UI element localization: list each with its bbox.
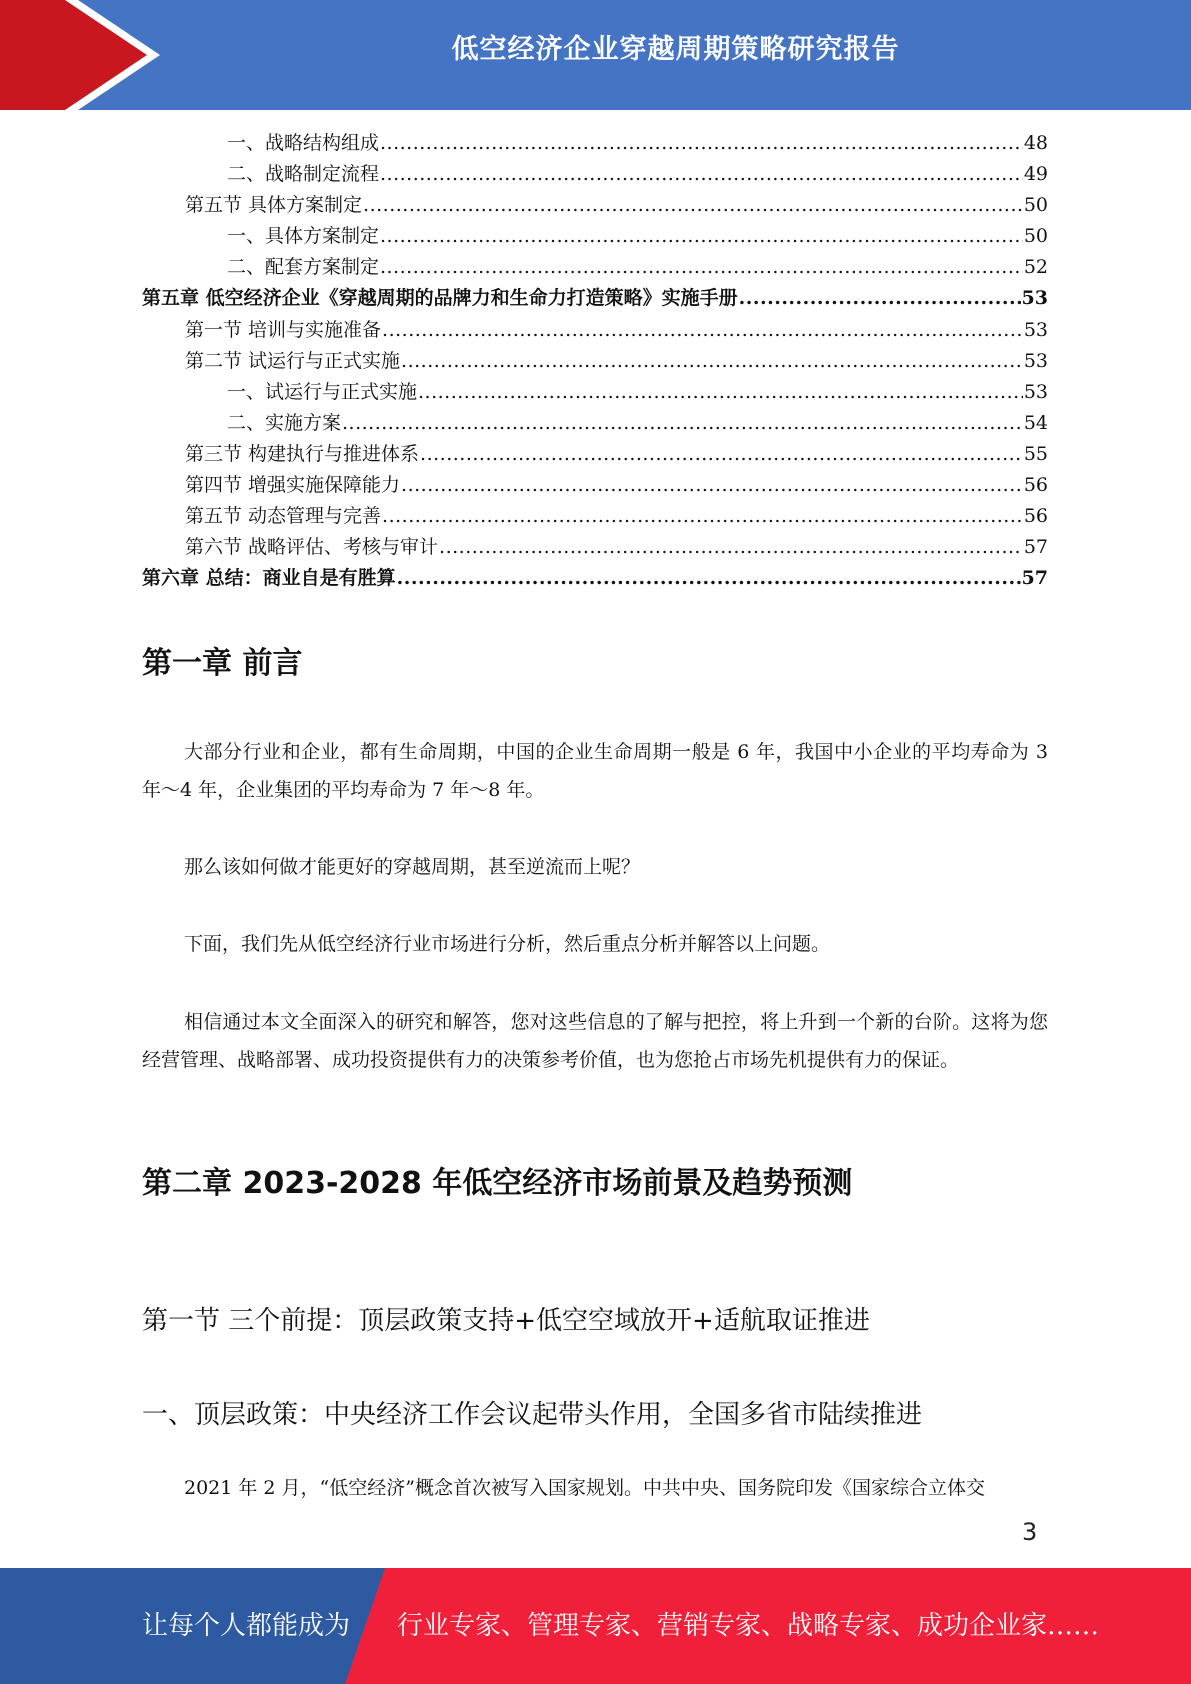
toc-leader-dots	[363, 190, 1023, 221]
toc-entry-title: 第五节 动态管理与完善	[185, 505, 382, 528]
toc-leader-dots	[380, 128, 1023, 159]
paragraph: 2021 年 2 月，“低空经济”概念首次被写入国家规划。中共中央、国务院印发《国家综合立体交	[184, 1477, 985, 1499]
chapter-1-heading: 第一章 前言	[142, 646, 303, 681]
toc-leader-dots	[380, 159, 1023, 190]
toc-entry-page: 53	[1021, 287, 1048, 310]
page-header	[0, 0, 1191, 110]
toc-entry-page: 52	[1023, 256, 1048, 279]
toc-entry-title: 二、战略制定流程	[227, 163, 380, 186]
toc-entry-page: 53	[1023, 318, 1048, 341]
toc-leader-dots	[382, 501, 1023, 532]
paragraph: 那么该如何做才能更好的穿越周期，甚至逆流而上呢？	[184, 856, 641, 878]
toc-leader-dots	[420, 439, 1023, 470]
toc-entry-page: 57	[1021, 567, 1048, 590]
footer-slogan-right: 行业专家、管理专家、营销专家、战略专家、成功企业家……	[397, 1611, 1100, 1641]
toc-entry-page: 53	[1023, 349, 1048, 372]
page-number: 3	[1022, 1518, 1038, 1546]
toc-entry[interactable]	[142, 128, 1048, 159]
toc-entry-page: 56	[1023, 505, 1048, 528]
paragraph: 大部分行业和企业，都有生命周期，中国的企业生命周期一般是 6 年，我国中小企业的平均寿命为 3 年～4 年，企业集团的平均寿命为 7 年～8 年。	[142, 741, 1048, 801]
toc-entry-page: 53	[1023, 380, 1048, 403]
toc-leader-dots	[397, 563, 1021, 594]
toc-entry[interactable]	[142, 532, 1048, 563]
footer-slogan-left: 让每个人都能成为	[142, 1611, 351, 1641]
toc-entry-title: 第六节 战略评估、考核与审计	[185, 536, 439, 559]
section-heading: 第一节 三个前提：顶层政策支持+低空空域放开+适航取证推进	[142, 1306, 870, 1336]
toc-entry-page: 50	[1023, 225, 1048, 248]
toc-entry[interactable]	[142, 252, 1048, 283]
toc-entry[interactable]	[142, 563, 1048, 594]
toc-entry-title: 第一节 培训与实施准备	[185, 318, 382, 341]
toc-entry-title: 二、配套方案制定	[227, 256, 380, 279]
toc-entry[interactable]	[142, 439, 1048, 470]
table-of-contents	[142, 128, 1048, 594]
toc-entry-title: 第五节 具体方案制定	[185, 194, 363, 217]
header-title: 低空经济企业穿越周期策略研究报告	[451, 34, 900, 65]
toc-entry-page: 54	[1023, 411, 1048, 434]
toc-entry-page: 48	[1023, 132, 1048, 154]
toc-entry[interactable]	[142, 470, 1048, 501]
toc-leader-dots	[401, 346, 1023, 377]
toc-entry-title: 第五章 低空经济企业《穿越周期的品牌力和生命力打造策略》实施手册	[142, 287, 738, 310]
toc-leader-dots	[382, 315, 1023, 346]
toc-leader-dots	[380, 252, 1023, 283]
toc-entry[interactable]	[142, 159, 1048, 190]
toc-entry[interactable]	[142, 221, 1048, 252]
toc-entry-page: 49	[1023, 163, 1048, 186]
toc-entry-title: 第四节 增强实施保障能力	[185, 474, 401, 497]
toc-entry[interactable]	[142, 408, 1048, 439]
toc-leader-dots	[342, 408, 1023, 439]
page-footer	[0, 1568, 1191, 1684]
toc-leader-dots	[418, 377, 1023, 408]
toc-entry-title: 第三节 构建执行与推进体系	[185, 442, 420, 465]
header-red-block	[0, 0, 155, 110]
toc-entry-page: 57	[1023, 536, 1048, 559]
paragraph: 相信通过本文全面深入的研究和解答，您对这些信息的了解与把控，将上升到一个新的台阶。这将为您经营管理、战略部署、成功投资提供有力的决策参考价值，也为您抢占市场先机提供有力的保证。	[142, 1011, 1048, 1071]
toc-entry[interactable]	[142, 501, 1048, 532]
toc-entry-title: 二、实施方案	[227, 411, 342, 434]
toc-leader-dots	[380, 221, 1023, 252]
toc-entry[interactable]	[142, 315, 1048, 346]
subsection-heading: 一、顶层政策：中央经济工作会议起带头作用，全国多省市陆续推进	[142, 1400, 923, 1430]
toc-leader-dots	[739, 283, 1021, 314]
paragraph: 下面，我们先从低空经济行业市场进行分析，然后重点分析并解答以上问题。	[184, 933, 831, 955]
toc-entry-page: 50	[1023, 194, 1048, 217]
toc-entry-page: 56	[1023, 474, 1048, 497]
toc-entry[interactable]	[142, 283, 1048, 314]
toc-leader-dots	[439, 532, 1023, 563]
toc-entry-page: 55	[1023, 442, 1048, 465]
chapter-2-heading: 第二章 2023-2028 年低空经济市场前景及趋势预测	[142, 1166, 853, 1201]
toc-entry-title: 第六章 总结：商业自是有胜算	[142, 567, 396, 590]
toc-entry[interactable]	[142, 377, 1048, 408]
toc-entry-title: 一、战略结构组成	[227, 132, 380, 154]
toc-entry-title: 一、具体方案制定	[227, 225, 380, 248]
toc-leader-dots	[401, 470, 1023, 501]
toc-entry[interactable]	[142, 190, 1048, 221]
toc-entry-title: 第二节 试运行与正式实施	[185, 349, 401, 372]
toc-entry[interactable]	[142, 346, 1048, 377]
toc-entry-title: 一、试运行与正式实施	[227, 380, 418, 403]
